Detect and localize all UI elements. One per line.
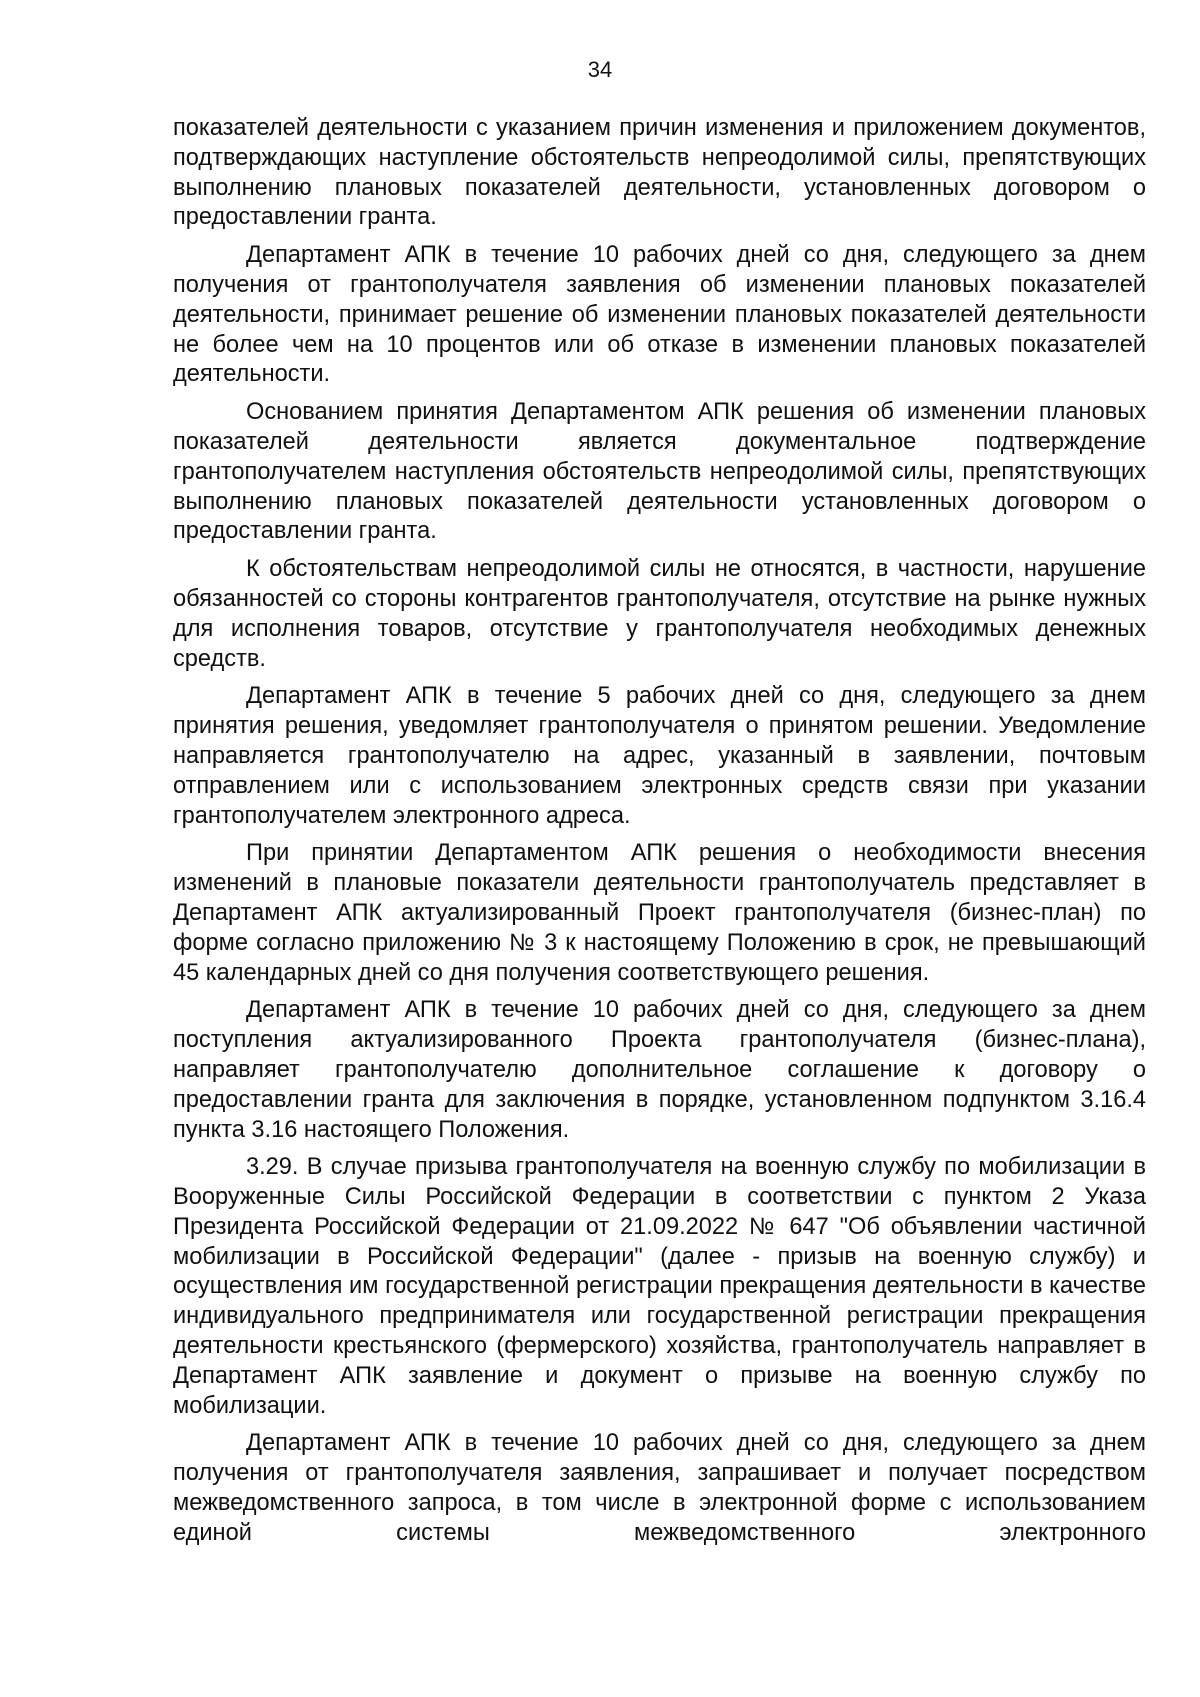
page-number: 34 bbox=[587, 57, 613, 82]
paragraph: Департамент АПК в течение 5 рабочих дней со дня, следующего за днем принятия решения, уведомляет грантополучателя о принятом решении. Уведомление направляется грантополучателю на адрес, указанный в заявлении, почтовым отправлением или с использованием электронных средств связи при указании грантополучателем электронного адреса. bbox=[173, 683, 1146, 829]
paragraph-clause-3-29: 3.29. В случае призыва грантополучателя на военную службу по мобилизации в Вооруженные Силы Российской Федерации в соответствии с пунктом 2 Указа Президента Российской Федерации от 21.09.2022 № 647 "Об объявлении частичной мобилизации в Российской Федерации" (далее - призыв на военную службу) и осуществления им государственной регистрации прекращения деятельности в качестве индивидуального предпринимателя или государственной регистрации прекращения деятельности крестьянского (фермерского) хозяйства, грантополучатель направляет в Департамент АПК заявление и документ о призыве на военную службу по мобилизации. bbox=[173, 1154, 1146, 1419]
paragraph: Основанием принятия Департаментом АПК решения об изменении плановых показателей деятельности является документальное подтверждение грантополучателем наступления обстоятельств непреодолимой силы, препятствующих выполнению плановых показателей деятельности установленных договором о предоставлении гранта. bbox=[173, 399, 1146, 545]
paragraph: Департамент АПК в течение 10 рабочих дней со дня, следующего за днем получения от грантополучателя заявления, запрашивает и получает посредством межведомственного запроса, в том числе в электронной форме с использованием единой системы межведомственного электронного bbox=[173, 1430, 1146, 1546]
document-body bbox=[173, 114, 1146, 1557]
paragraph: К обстоятельствам непреодолимой силы не относятся, в частности, нарушение обязанностей со стороны контрагентов грантополучателя, отсутствие на рынке нужных для исполнения товаров, отсутствие у грантополучателя необходимых денежных средств. bbox=[173, 556, 1146, 672]
paragraph-continuation: показателей деятельности с указанием причин изменения и приложением документов, подтверждающих наступление обстоятельств непреодолимой силы, препятствующих выполнению плановых показателей деятельности, установленных договором о предоставлении гранта. bbox=[173, 115, 1146, 231]
paragraph: Департамент АПК в течение 10 рабочих дней со дня, следующего за днем поступления актуализированного Проекта грантополучателя (бизнес-плана), направляет грантополучателю дополнительное соглашение к договору о предоставлении гранта для заключения в порядке, установленном подпунктом 3.16.4 пункта 3.16 настоящего Положения. bbox=[173, 997, 1146, 1143]
paragraph: Департамент АПК в течение 10 рабочих дней со дня, следующего за днем получения от грантополучателя заявления об изменении плановых показателей деятельности, принимает решение об изменении плановых показателей деятельности не более чем на 10 процентов или об отказе в изменении плановых показателей деятельности. bbox=[173, 242, 1146, 388]
paragraph: При принятии Департаментом АПК решения о необходимости внесения изменений в плановые показатели деятельности грантополучатель представляет в Департамент АПК актуализированный Проект грантополучателя (бизнес-план) по форме согласно приложению № 3 к настоящему Положению в срок, не превышающий 45 календарных дней со дня получения соответствующего решения. bbox=[173, 840, 1146, 986]
